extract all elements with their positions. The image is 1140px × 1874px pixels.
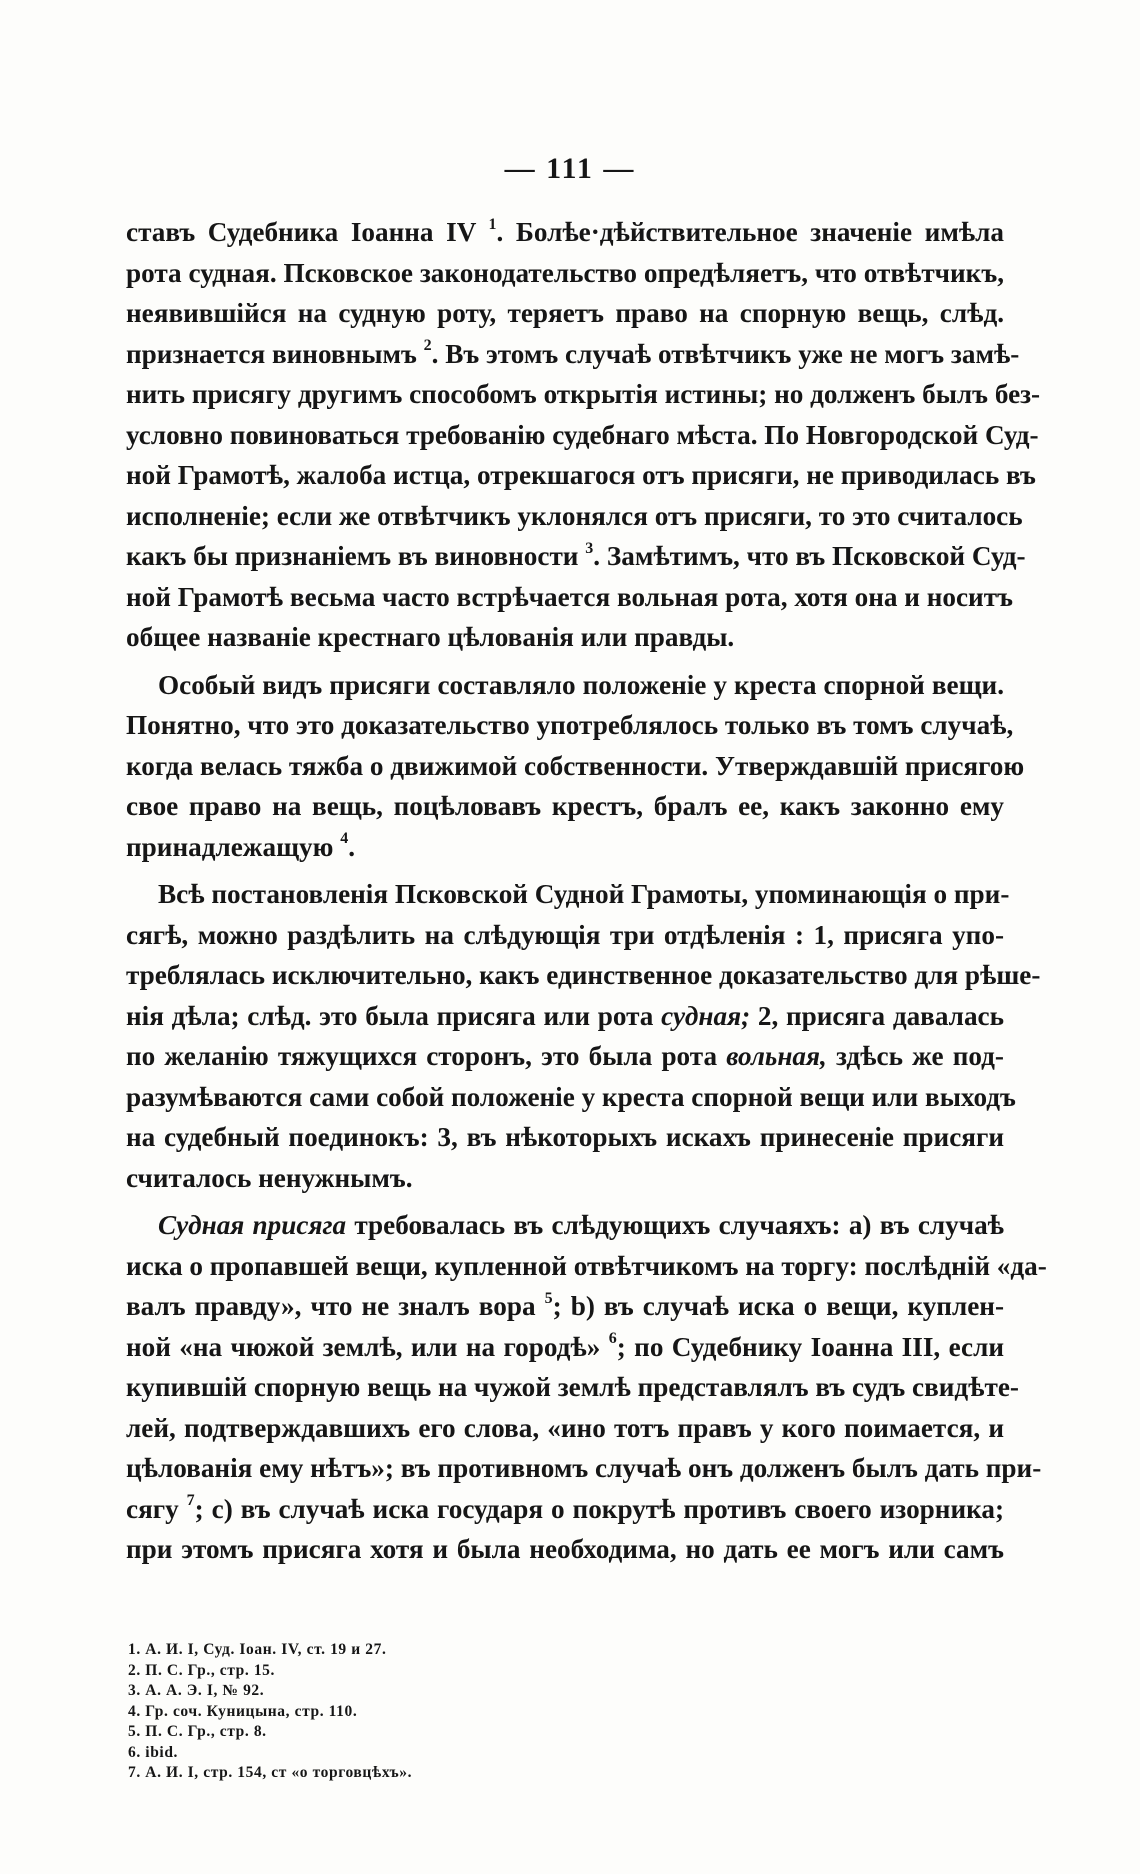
text-run: признается виновнымъ [126, 338, 424, 369]
text-run: лей, подтверждавшихъ его слова, «ино тотъ правъ у кого поимается, и [126, 1412, 1004, 1443]
text-run: . Болѣе·дѣйствительное значеніе имѣла [496, 217, 1004, 247]
text-line [126, 496, 1023, 537]
text-run: купившій спорную вещь на чужой землѣ представлялъ въ судъ свидѣте- [126, 1372, 1019, 1402]
text-line [126, 577, 1013, 618]
text-run: неявившійся на судную роту, теряетъ право на спорную вещь, слѣд. [126, 298, 1004, 328]
text-line [126, 1367, 1019, 1408]
text-line [126, 1489, 1004, 1530]
text-line [126, 293, 1004, 334]
text-run: 2, присяга давалась [750, 1000, 1004, 1031]
footnote-ref: 3 [585, 539, 594, 557]
text-line [126, 874, 1010, 915]
text-run: разумѣваются сами собой положеніе у креста спорной вещи или выходъ [126, 1081, 1016, 1112]
text-run: . Въ этомъ случаѣ отвѣтчикъ уже не могъ замѣ- [431, 338, 1020, 369]
text-run: на судебный поединокъ: 3, въ нѣкоторыхъ искахъ принесеніе присяги [126, 1122, 1004, 1152]
italic-term: вольная, [726, 1041, 827, 1071]
text-line [126, 746, 1025, 787]
text-run: цѣлованія ему нѣтъ»; въ противномъ случаѣ онъ долженъ былъ дать при- [126, 1453, 1042, 1483]
text-line [126, 617, 1004, 658]
text-line [126, 536, 1026, 577]
text-run: нить присягу другимъ способомъ открытія истины; но долженъ былъ без- [126, 379, 1041, 409]
text-line [126, 705, 1014, 746]
text-line [126, 212, 1004, 253]
text-line [126, 1448, 1042, 1489]
text-run: условно повиноваться требованію судебнаго мѣста. По Новгородской Суд- [126, 419, 1039, 450]
text-run: валъ правду», что не зналъ вора [126, 1291, 545, 1321]
text-run: какъ бы признаніемъ въ виновности [126, 541, 586, 571]
text-run: когда велась тяжба о движимой собственности. Утверждавшій присягою [126, 750, 1025, 781]
text-run: здѣсь же под- [826, 1041, 1004, 1071]
text-run: ; c) въ случаѣ иска государя о покрутѣ противъ своего изорника; [194, 1493, 1005, 1524]
text-run: треблялась исключительно, какъ единственное доказательство для рѣше- [126, 960, 1041, 990]
text-run: принадлежащую [126, 831, 341, 862]
text-line [126, 1246, 1047, 1287]
text-run: по желанію тяжущихся сторонъ, это была рота [126, 1041, 727, 1071]
text-line [126, 786, 1004, 827]
italic-term: судная; [661, 1000, 751, 1031]
text-line [126, 827, 1004, 868]
text-line [126, 996, 1004, 1037]
text-line [126, 1077, 1016, 1118]
italic-term: Судная присяга [158, 1210, 347, 1240]
text-run: свое право на вещь, поцѣловавъ крестъ, бралъ ее, какъ законно ему [126, 791, 1004, 821]
footnote-ref: 1 [488, 215, 497, 233]
text-run: нія дѣла; слѣд. это была присяга или рота [126, 1000, 662, 1031]
text-line [126, 955, 1041, 996]
text-line [126, 253, 1004, 294]
text-run: требовалась въ слѣдующихъ случаяхъ: a) въ случаѣ [346, 1210, 1004, 1240]
footnote: 2. П. С. Гр., стр. 15. [128, 1661, 276, 1679]
footnotes [128, 1640, 728, 1784]
footnote: 4. Гр. соч. Куницына, стр. 110. [128, 1702, 358, 1720]
text-run: иска о пропавшей вещи, купленной отвѣтчикомъ на торгу: послѣдній «да- [126, 1250, 1047, 1281]
text-run: Понятно, что это доказательство употреблялось только въ томъ случаѣ, [126, 710, 1014, 740]
text-line [126, 374, 1041, 415]
footnote-ref: 6 [608, 1330, 617, 1348]
text-run: сягѣ, можно раздѣлить на слѣдующія три отдѣленія : 1, присяга упо- [126, 919, 1004, 950]
text-line [126, 1036, 1004, 1077]
text-line [126, 1158, 1004, 1199]
text-run: при этомъ присяга хотя и была необходима, но дать ее могъ или самъ [126, 1534, 1004, 1564]
text-run: ной Грамотѣ, жалоба истца, отрекшагося отъ присяги, не приводилась въ [126, 460, 1036, 490]
text-line [126, 1286, 1004, 1327]
text-run: ставъ Судебника Іоанна IV [126, 217, 489, 247]
text-line [126, 1205, 1004, 1246]
text-line [126, 1327, 1004, 1368]
text-run: ной «на чюжой землѣ, или на городѣ» [126, 1331, 609, 1362]
footnote: 5. П. С. Гр., стр. 8. [128, 1723, 267, 1740]
text-run: Всѣ постановленія Псковской Судной Грамоты, упоминающія о при- [158, 879, 1010, 909]
text-run: . [348, 831, 356, 862]
footnote-ref: 5 [544, 1289, 553, 1307]
text-line [126, 915, 1004, 956]
text-run: рота судная. Псковское законодательство опредѣляетъ, что отвѣтчикъ, [126, 257, 1004, 288]
footnote: 1. А. И. I, Суд. Іоан. IV, ст. 19 и 27. [128, 1641, 387, 1658]
text-line [126, 334, 1020, 375]
text-run: ; b) въ случаѣ иска о вещи, куплен- [552, 1291, 1004, 1321]
text-run: общее названіе крестнаго цѣлованія или правды. [126, 622, 735, 652]
footnote: 6. ibid. [128, 1743, 179, 1761]
footnote-ref: 2 [423, 337, 432, 355]
body-text [126, 212, 1047, 1570]
text-line [126, 455, 1036, 496]
text-line [126, 1529, 1004, 1570]
text-run: ; по Судебнику Іоанна III, если [616, 1331, 1004, 1362]
text-line [126, 415, 1039, 456]
text-line [126, 1117, 1004, 1158]
text-line [126, 1408, 1004, 1449]
footnote: 3. А. А. Э. I, № 92. [128, 1682, 265, 1699]
text-run: сягу [126, 1493, 187, 1524]
text-run: считалось ненужнымъ. [126, 1162, 413, 1193]
text-run: . Замѣтимъ, что въ Псковской Суд- [593, 541, 1026, 571]
footnote-ref: 7 [186, 1492, 195, 1510]
text-run: ной Грамотѣ весьма часто встрѣчается вольная рота, хотя она и носитъ [126, 581, 1013, 612]
text-run: Особый видъ присяги составляло положеніе у креста спорной вещи. [158, 669, 1004, 700]
text-line [126, 665, 1004, 706]
footnote-ref: 4 [340, 830, 349, 848]
footnote: 7. А. И. I, стр. 154, ст «о торговцѣхъ». [128, 1764, 413, 1781]
page-number: — 111 — [504, 152, 636, 185]
text-run: исполненіе; если же отвѣтчикъ уклонялся отъ присяги, то это считалось [126, 500, 1023, 531]
